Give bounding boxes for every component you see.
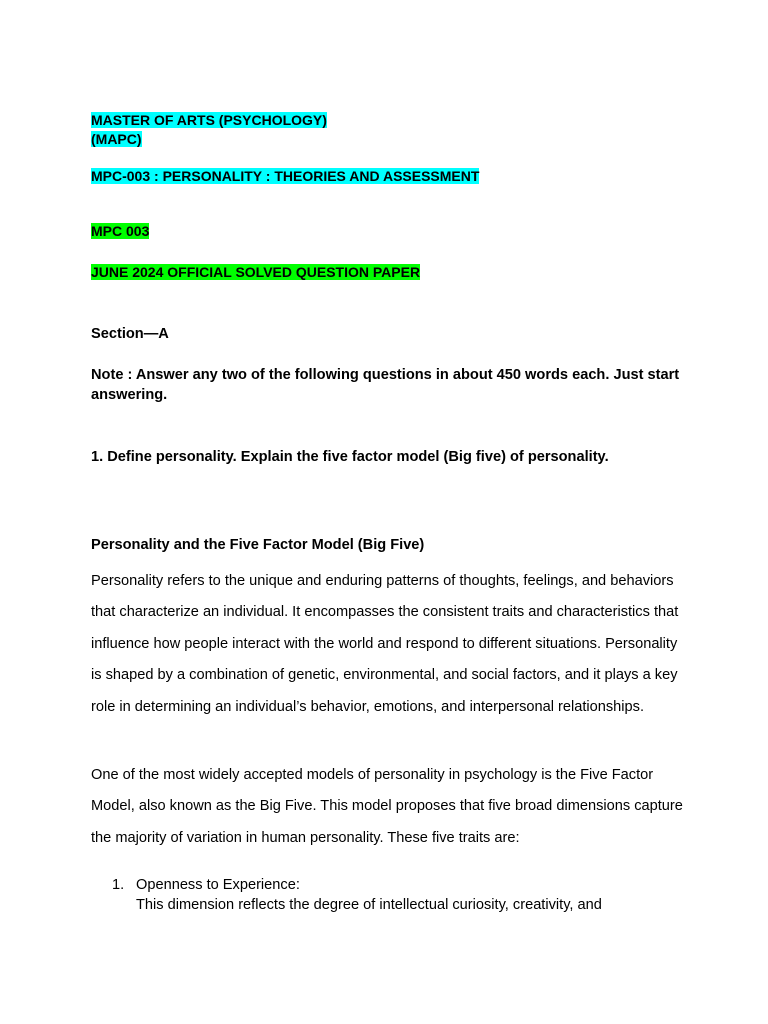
answer-paragraph-2: One of the most widely accepted models of personality in psychology is the Five Factor Model, also known as the Big Five. This model proposes that five broad dimensions capture the majority of variation in human personality. These five traits are: [91, 767, 683, 846]
course-title-text: MPC-003 : PERSONALITY : THEORIES AND ASSESSMENT [91, 168, 480, 184]
question-1: 1. Define personality. Explain the five factor model (Big five) of personality. [91, 449, 609, 465]
program-title [91, 111, 327, 129]
paper-title [91, 263, 420, 281]
list-item-title: Openness to Experience: [136, 877, 300, 893]
course-code [91, 222, 149, 240]
program-abbrev [91, 130, 142, 148]
section-heading: Section—A [91, 326, 169, 342]
instruction-note: Note : Answer any two of the following questions in about 450 words each. Just start answering. [91, 367, 680, 403]
answer-heading: Personality and the Five Factor Model (Big Five) [91, 537, 425, 553]
paper-title-text: JUNE 2024 OFFICIAL SOLVED QUESTION PAPER [91, 264, 421, 280]
program-title-line1: MASTER OF ARTS (PSYCHOLOGY) [91, 112, 327, 128]
course-code-text: MPC 003 [91, 223, 150, 239]
course-title [91, 167, 479, 185]
list-item-number: 1. [112, 877, 125, 893]
program-title-line2: (MAPC) [91, 131, 142, 147]
answer-paragraph-1: Personality refers to the unique and enduring patterns of thoughts, feelings, and behaviors that characterize an individual. It encompasses the consistent traits and characteristics that influence how people interact with the world and respond to different situations. Personality is shaped by a combination of genetic, environmental, and social factors, and it plays a key role in determining an individual’s behavior, emotions, and interpersonal relationships. [91, 573, 679, 715]
list-item-description: This dimension reflects the degree of intellectual curiosity, creativity, and [136, 897, 602, 913]
